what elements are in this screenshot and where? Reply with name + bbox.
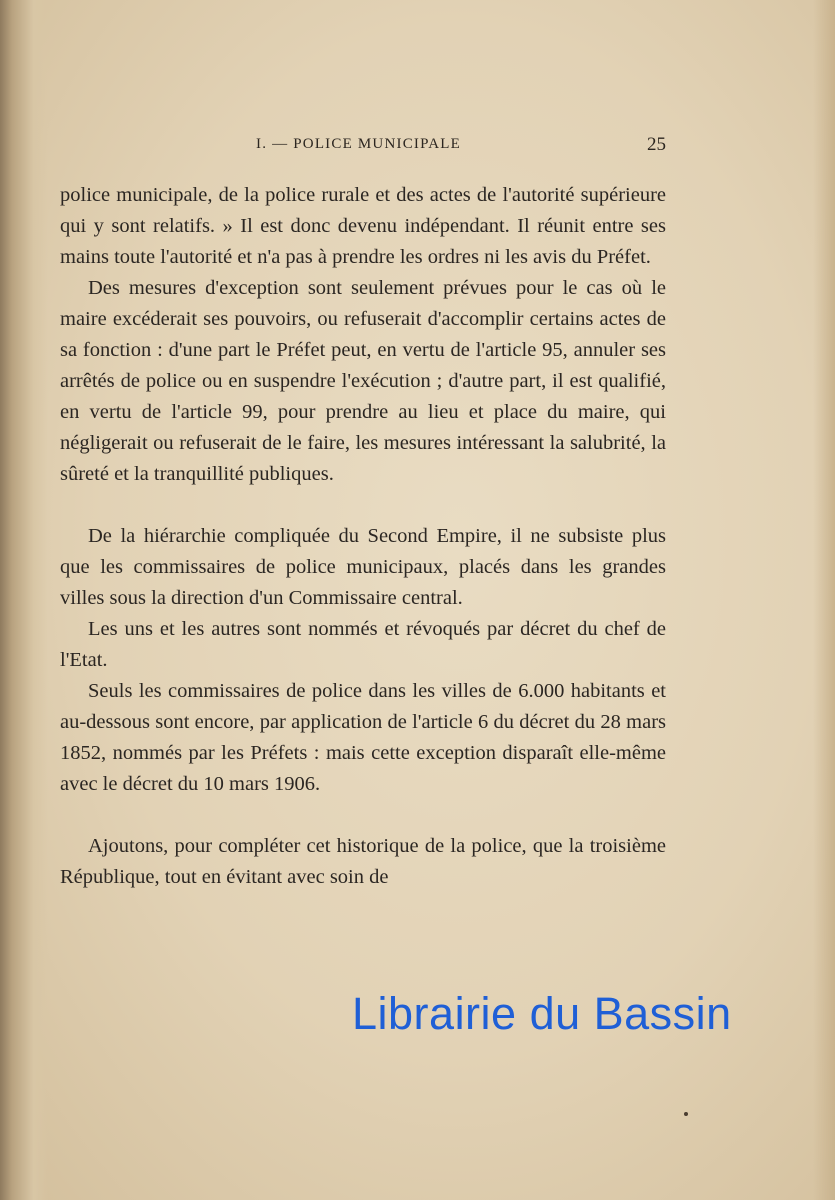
page-header: [60, 132, 666, 162]
ink-speck: [684, 1112, 688, 1116]
paragraph: De la hiérarchie compliquée du Second Empire, il ne subsiste plus que les commissaires de police municipaux, placés dans les grandes villes sous la direction d'un Commissaire central.: [60, 525, 666, 609]
binding-shadow: [0, 0, 48, 1200]
paragraph: police municipale, de la police rurale et des actes de l'autorité supérieure qui y sont relatifs. » Il est donc devenu indépendant. Il réunit entre ses mains toute l'autorité et n'a pas à prendre les ordres ni les avis du Préfet.: [60, 184, 666, 268]
running-head: I. — POLICE MUNICIPALE: [256, 136, 462, 152]
paragraph: Ajoutons, pour compléter cet historique de la police, que la troisième République, tout en évitant avec soin de: [60, 835, 666, 888]
paragraph: Des mesures d'exception sont seulement prévues pour le cas où le maire excéderait ses pouvoirs, ou refuserait d'accomplir certains actes de sa fonction : d'une part le Préfet peut, en vertu de l'article 95, annuler ses arrêtés de police ou en suspendre l'exécution ; d'autre part, il est qualifié, en vertu de l'article 99, pour prendre au lieu et place du maire, qui négligerait ou refuserait de le faire, les mesures intéressant la salubrité, la sûreté et la tranquillité publiques.: [60, 277, 666, 485]
page-edge: [813, 0, 835, 1200]
body-text: [60, 180, 666, 893]
watermark: Librairie du Bassin: [352, 988, 732, 1039]
paragraph: Les uns et les autres sont nommés et révoqués par décret du chef de l'Etat.: [60, 618, 666, 671]
paragraph: Seuls les commissaires de police dans les villes de 6.000 habitants et au-dessous sont encore, par application de l'article 6 du décret du 28 mars 1852, nommés par les Préfets : mais cette exception disparaît elle-même avec le décret du 10 mars 1906.: [60, 680, 666, 795]
page-number: 25: [647, 134, 666, 155]
